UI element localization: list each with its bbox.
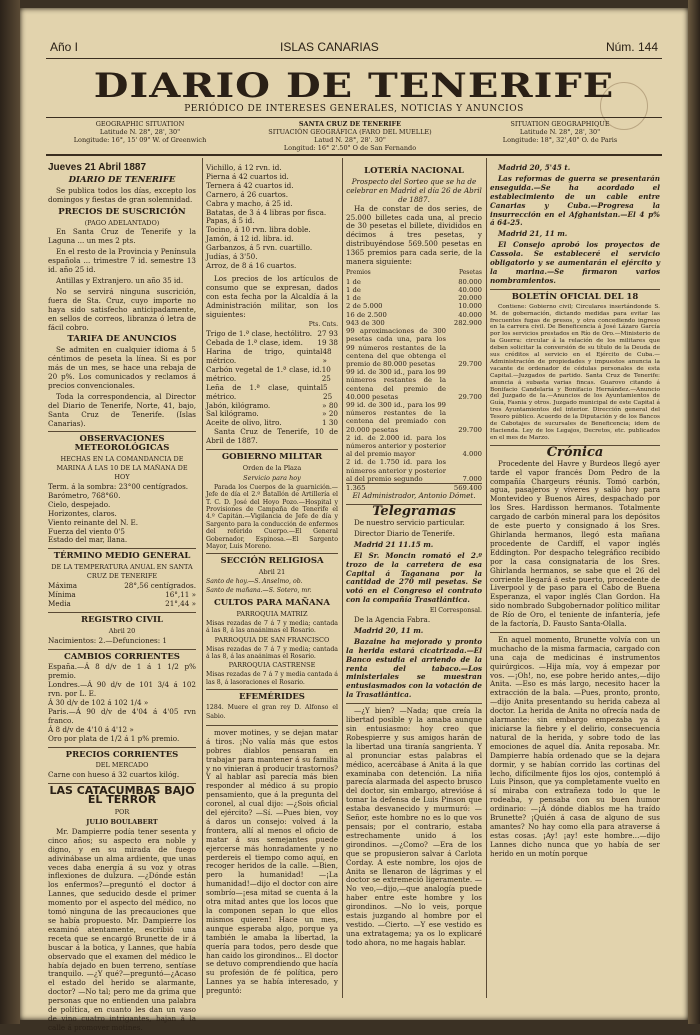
situation-right: SITUATION GEOGRAPHIQUE Latitude N. 28°, 28', 30" Longitude: 18°, 32',40" O. de Paris	[502, 120, 618, 144]
list-item: 1 de 20.000	[346, 294, 482, 303]
section-title: SECCIÓN RELIGIOSA	[220, 556, 324, 567]
newspaper-page	[20, 8, 688, 1032]
column-divider	[486, 158, 487, 998]
list-item: Aceite de olivo, litro. 1 30	[206, 418, 338, 428]
list-item: 99 id. de 300 id., para los 99 números restantes de la centena del premiado con 20.000 pesetas 29.700	[346, 400, 482, 434]
list-item: 1 de 80.000	[346, 277, 482, 286]
section-title: OBSERVACIONES METEOROLÓGICAS	[74, 434, 170, 454]
year-label: Año I	[50, 40, 79, 54]
list-item: Cebada de 1.ª clase, idem. 19 38	[206, 338, 338, 348]
region-label: ISLAS CANARIAS	[280, 40, 379, 54]
serial-text: —¿Y bien? —Nada; que creía la libertad posible y la amaba aunque sin entusiasmo: hoy creo que Robespierre y sus amigos harán de la libertad una tiranía sangrienta. Y al pronunciar estas palabras el médico, acercábase á Anita á la que examinaba con detención. La niña parecía alarmada del aspecto brusco del doctor, sin embargo, atrevióse á tomar la defensa de Luis Pinson que estaba desvanecido y murmuró: —Señor, este hombre no es lo que vos pensais; por el contrario, estaba estrechamente unido á los girondinos. —¿Como? —Era de los que se propusieron salvar á Carlota Corday. A este nombre, los ojos de Anita se llenaron de lágrimas y el doctor se extremeció ligeramente. —No veo,—dijo,—que analogía puede haber entre este hombre y los girondinos. —No lo veis, porque estais juzgando al hombre por el vestido. —Cierto. —Y ese vestido es una extratagema; ya os lo explicaré todo ahora, no me hagais hablar.	[346, 706, 482, 947]
serial-author: JULIO BOULABERT	[86, 818, 158, 826]
column-2: Vichillo, á 12 rvn. id. Pierna á 42 cuartos id. Ternera á 42 cuartos id. Carnero, á 26 cuartos. Cabra y macho, á 25 id. Batatas, de 3 á 4 libras por fisca. Papas, á 5 id. Tocino, á 10 rvn. libra doble. Jamón, á 12 id. libra. id. Garbanzos, á 5 rvn. cuartillo. Judías, á 3'50. Arroz, de 8 á 16 cuartos. Los precios de los artículos de consumo que se expresan, dados con esta fecha por la Alcaldía á la Administración militar, son los siguientes: Pts. Cnts. Trigo de 1.ª clase, hectólitro. 27 93 Cebada de 1.ª clase, idem. 19 38 Harina de trigo, quintal métrico. 48 » Carbón vegetal de 1.ª clase, id. métrico. 10 25 Leña de 1.ª clase, quintal métrico. 5 25 Jabón, kilógramo. » 80 Sal kilógramo. » 20 Aceite de olivo, litro. 1 30 Santa Cruz de Tenerife, 10 de Abril de 1887. GOBIERNO MILITAR Orden de la Plaza Servicio para hoy Parada los Cuerpos de la guarnición.—Jefe de día el 2.º Batallón de Artillería el T. C. D. José del Hoyo Pozo.—Hospital y Provisiones de Campaña de Tenerife el 4.º Capitán.—Vigilancia de Jefe de día y Sargento para la conducción de enfermos del referido Cuerpo.—El General Gobernador, Espinosa.—El Sargento Mayor, Luis Moreno. SECCIÓN RELIGIOSA Abril 21 Santo de hoy.—S. Anselmo, ob. Santo de mañana.—S. Sotero, mr. CULTOS PARA MAÑANA PARROQUIA MATRIZ Misas rezadas de 7 á 7 y media; cantada á las 8, á las anaánimas el Rosario. PARROQUIA DE SAN FRANCISCO Misas rezadas de 7 á 7 y media; cantada á las 8, á las anaánimas el Rosario. PARROQUIA CASTRENSE Misas rezadas de 7 á 7 y media cantada á las 8, á lasoraciones el Rosario. EFEMÉRIDES 1284. Muere el gran rey D. Alfonso el Sabio. mover motines, y se dejan matar á tiros. ¡No valía más que estos pobres diablos pensaran en trabajar para mantener á su familia y no vinieran á producir trastornos? Y al hablar así parecía más bien responder al médico á su propio pensamiento, que á la pregunta del coronel, al cual dijo: —¿Sois oficial del ejército? —Sí. —Pues bien, voy á daros un consejo: volved á la frontera, allí al menos el oficio de matar á sus semejantes puede ejercerse más honradamente y no perdereis el tiempo como aquí, en recoger heridos de la calle. —Bien, pero la humanidad! —¡La humanidad!—dijo el doctor con aire sombrío—¡esa mitad se cuenta á la otra mitad antes que los locos que la componen sepan lo que ellos mismos quieren! Hace un mes, aunque esperaba algo, porque ya también le amaba la libertad, la quería para todos, pero desde que han caido los girondinos... El doctor se detuvo comprendiendo que hacía su profesión de fé política, pero Lannes ya se había interesado, y preguntó:	[206, 163, 338, 996]
section-title: PRECIOS CORRIENTES	[65, 749, 179, 760]
list-item: 2 id. de 1.750 id. para los números anterior y posterior al del premio segundo 7.000	[346, 458, 482, 483]
list-item: Leña de 1.ª clase, quintal métrico. 5 25	[206, 382, 333, 401]
section-title: REGISTRO CIVIL	[81, 614, 163, 625]
column-1: Jueves 21 Abril 1887 DIARIO DE TENERIFE Se publica todos los días, excepto los domingos y fiestas de gran solemnidad. PRECIOS DE SUSCRICIÓN (PAGO ADELANTADO) En Santa Cruz de Tenerife y la Laguna ... un mes 2 pts. En el resto de la Provincia y Península española ... trimestre 7 id. semestre 13 id. año 25 id. Antillas y Extranjero. un año 35 id. No se servirá ninguna suscrición, fuera de Sta. Cruz, cuyo importe no haya sido satisfecho anticipadamente, en sellos de correos, libranza ó letra de fácil cobro. TARIFA DE ANUNCIOS Se admiten en cualquier idioma á 5 céntimos de peseta la línea. Si es por más de un mes, se hace una rebaja de 20 p%. Los comunicados y reclamos á precios convencionales. Toda la correspondencia, al Director del Diario de Tenerife, Norte, 41, bajo, Santa Cruz de Tenerife. (Islas Canarias). OBSERVACIONES METEOROLÓGICAS HECHAS EN LA COMANDANCIA DE MARINA Á LAS 10 DE LA MAÑANA DE HOY Term. á la sombra: 23°00 centígrados. Barómetro, 768°60. Cielo, despejado. Horizontes, claros. Viento reinante del N. E. Fuerza del viento 0'5 Estado del mar, llana. TÉRMINO MEDIO GENERAL DE LA TEMPERATURA ANUAL EN SANTA CRUZ DE TENERIFE Máxima 28°,56 centígrados. Mínima 16°,11 » Media 21°,44 » REGISTRO CIVIL Abril 20 Nacimientos: 2.—Defunciones: 1 CAMBIOS CORRIENTES España.—Á 8 d/v de 1 á 1 1/2 p% premio. Londres.—Á 90 d/v de 101 3/4 á 102 rvn. por L. E. Á 30 d/v de 102 á 102 1/4 » Paris.—Á 90 d/v de 4'04 á 4'05 rvn franco. Á 8 d/v de 4'10 á 4'12 » Oro por plata de 1/2 á 1 p% premio. PRECIOS CORRIENTES DEL MERCADO Carne con hueso á 32 cuartos kilóg. LAS CATACUMBAS BAJO EL TERROR POR JULIO BOULABERT Mr. Dampierre podía tener sesenta y cinco años; su aspecto era noble y digno, y en su mirada de fuego adivinábase un alma ardiente, que unas veces daba energía á su voz y otras inflexiones de dulzura. —¿Dónde están los enfermos?—preguntó el doctor á Lannes, que seducido desde el primer momento por el aspecto del médico, no tomó ninguna de las precauciones que se había propuesto. Mr. Dampierre los examinó atentamente, escribió una receta que se encargó Brunette de ir á buscar á la botica, y Lannes, que había observado que el examen del médico le había dejado en buen terreno, sentíase tranquilo. —¿Y qué?—preguntó—¿Acaso el estado del herido se alarmante, doctor? —No tal; pero me da grima que personas que no entienden una palabra de política, en cuanto les dan un vaso de vino cuatro intrigantes, bajan á la calle á promover motines.	[48, 162, 196, 1032]
masthead-subtitle: PERIÓDICO DE INTERESES GENERALES, NOTICIAS Y ANUNCIOS	[184, 104, 524, 114]
issue-number: Núm. 144	[605, 40, 658, 54]
subtitle-rule	[46, 117, 662, 118]
list-item: 2 de 5.000 10.000	[346, 302, 482, 311]
list-item: 2 id. de 2.000 id. para los números anterior y posterior al del premio mayor 4.000	[346, 433, 482, 459]
section-title: EFEMÉRIDES	[239, 692, 305, 703]
serial-text: mover motines, y se dejan matar á tiros. ¡No valía más que estos pobres diablos pensaran en trabajar para mantener á su familia y no vinieran á producir trastornos? Y al hablar así parecía más bien responder al médico á su propio pensamiento, que á la pregunta del coronel, al cual dijo: —¿Sois oficial del ejército? —Sí. —Pues bien, voy á daros un consejo: volved á la frontera, allí al menos el oficio de matar á sus semejantes puede ejercerse más honradamente y no perdereis el tiempo como aquí, en recoger heridos de la calle. —Bien, pero la humanidad! —¡La humanidad!—dijo el doctor con aire sombrío—¡esa mitad se cuenta á la otra mitad antes que los locos que la componen sepan lo que ellos mismos quieren! Hace un mes, aunque esperaba algo, porque ya también le amaba la libertad, la quería para todos, pero desde que han caido los girondinos... El doctor se detuvo comprendiendo que hacía su profesión de fé política, pero Lannes ya se había interesado, y preguntó:	[206, 727, 338, 996]
intro-text: Se publica todos los días, excepto los domingos y fiestas de gran solemnidad.	[48, 185, 196, 204]
section-title: Telegramas	[372, 504, 456, 520]
serial-text: Mr. Dampierre podía tener sesenta y cinco años; su aspecto era noble y digno, y en su mirada de fuego adivinábase un alma ardiente, que unas veces daba energía á su voz y otras inflexiones de dulzura. —¿Dónde están los enfermos?—preguntó el doctor á Lannes, que seducido desde el primer momento por el aspecto del médico, no tomó ninguna de las precauciones que se había propuesto. Mr. Dampierre los examinó atentamente, escribió una receta que se encargó Brunette de ir á buscar á la botica, y Lannes, que había observado que el examen del médico le había dejado en buen terreno, sentíase tranquilo. —¿Y qué?—preguntó—¿Acaso el estado del herido se alarmante, doctor? —No tal; pero me da grima que personas que no entienden una palabra de política, en cuanto les dan un vaso de vino cuatro intrigantes, bajan á la calle á promover motines.	[48, 826, 196, 1032]
section-title: Crónica	[546, 444, 604, 460]
body-rule	[46, 154, 662, 156]
header-rule	[46, 58, 662, 59]
list-item: Trigo de 1.ª clase, hectólitro. 27 93	[206, 329, 338, 339]
section-title: LOTERÍA NACIONAL	[364, 166, 464, 176]
column-4: Madrid 20, 5'45 t. Las reformas de guerra se presentarán enseguida.—Se ha acordado el establecimiento de un cable entre Canarias y Cuba.—Progresa la insurrección en el Afghanistan.—El 4 p% á 64-25. Madrid 21, 11 m. El Consejo aprobó los proyectos de Cassola. Se estableceré el servicio obligatorio y se aumentarán el ejército y la marina.—Se firmaron varios nombramientos. BOLETÍN OFICIAL DEL 18 Contiene: Gobierno civil; Circulares insertándonde S. M. de gobernación, dictando medidas para evitar las frecuentes fugas de presos, y otra concediendo ingreso en la carrera civil. De Beneficencia á José Lázaro García por los servicios prestados en Río de Oro.—Ministerio de la Guerra: circular á la relación de los militares que deben solicitar la conversión de su título de la Deuda de sus créditos al servicio en el Ejército de Cuba.—Administración de propiedades y impuestos anuncia la vacante de ordenador de cédulas personales de esta Capital.—Juzgados de partido. Santa Cruz de Tenerife: anuncia á subasta varias fincas. Guarovo citando á Bonifacio Candelaria y Bonifacio Hernández.—Anuncio del Juzgado de Ia.—Anuncios de los Ayuntamientos de Guía, Fasnia y otros. Juzgado municipal de este Capital á tres Ayuntamientos del interior. Dirección general del Tesoro público. Acuerdo de la Diputación y de los Bancos de Cabotajes de sucursales de Beneficencia; idem de Hacienda. Ley de los Legajos, Decretos, etc. publicados en el mes de Marzo. Crónica Procedente del Havre y Burdeos llegó ayer tarde el vapor francés Dom Pedro de la compañía Chargeurs réunis. Tomó carbón, agua, pasajeros y víveres y salió hoy para Montevideo y Buenos Aires, despachado por los Sres. Hardisson hermanos. Totalmente cargado de carbón mineral para los depósitos de este puerto y consignado á los Sres. Ghirlanda hermanos, llegó esta mañana procedente de Cardiff, el vapor inglés Eddington. Por despacho telegráfico recibido por la casa consignataria de los Sres. Ghirlanda hermanos, se sabe que el 26 del corriente llegará á este puerto, procedente de Liverpool y de paso para el Cabo de Buena Esperanza, el vapor inglés Clan Gordon. Ha sido nombrado Subgobernador político militar de Río de Oro, el teniente de infantería, jefe de la factoría, D. Fausto Santa-Olalla. En aquel momento, Brunette volvía con un muchacho de la misma farmacia, cargado con una caja de medicinas é instrumentos quirúrgicos. —Hija mía, voy á empezar por vos. —¡Oh!, no, ese pobre herido antes,—dijo Anita. —Eso es más largo, necesito hacer la extracción de la bala. —Pues, pronto, pronto,—dijo Anita presentando su herida cabeza al doctor. La herida de Anita no ofrecía nada de alarmante: sin embargo empezaba ya á iniciarse la fiebre y el delirio, consecuencia natural de la herida, y sobre todo de las emociones de aquel día. Anita reposaba. Mr. Dampierre había ordenado que se la dejara dormir, y se habían corrido las cortinas del lecho, difícilmente fijos los ojos, contempló á Luis Pinson, que ya completamente vuelto en sí miraba con extrañeza todo lo que le rodeaba, y pensaba con su buen humor ordinario: —¡Á dónde diablos me ha traído Brunette? ¡Quién á casa de alguno de sus amantes? No hay como ella para atraverse á estas cosas. ¡Ay! ¡ay! este hombre...—dijo Lannes dicho nunca que yo había de ser herido en un motín porque	[490, 163, 660, 858]
serial-title: LAS CATACUMBAS BAJO EL TERROR	[49, 784, 195, 807]
list-item: 1 de 40.000	[346, 286, 482, 295]
situation-center: SANTA CRUZ DE TENERIFE SITUACIÓN GEOGRÁFICA (FARO DEL MUELLE) Latud N. 28°, 28'. 30" Longitud: 16° 2'.50" O de San Fernando	[268, 120, 432, 152]
list-item: 943 de 300 282.900	[346, 318, 482, 327]
column-3: LOTERÍA NACIONAL Prospecto del Sorteo que se ha de celebrar en Madrid el día 26 de Abril de 1887. Ha de constar de dos series, de 25.000 billetes cada una, al precio de 30 pesetas el billete, divididos en décimos á tres pesetas, y distribuyéndose 569.500 pesetas en 1365 premios para cada serie, de la manera siguiente: Premios Pesetas 1 de 80.000 1 de 40.000 1 de 20.000 2 de 5.000 10.000 16 de 2.500 40.000 943 de 300 282.900 99 aproximaciones de 300 pesetas cada una, para los 99 números restantes de la centena del que obtenga el premio de 80.000 pesetas 29.700 99 id. de 300 id., para los 99 números restantes de la centena del premio de 40.000 pesetas 29.700 99 id. de 300 id., para los 99 números restantes de la centena del premiado con 20.000 pesetas 29.700 2 id. de 2.000 id. para los números anterior y posterior al del premio mayor 4.000 2 id. de 1.750 id. para los números anterior y posterior al del premio segundo 7.000 1.365 569.400 El Administrador, Antonio Dómet. Telegramas De nuestro servicio particular. Director Diario de Tenerife. Madrid 21 11.15 m. El Sr. Moncin romató el 2.º trozo de la carretera de esa Capital á Taganana por la cantidad de 270 mil pesetas. Se votó en el Congreso el contrato con la compañía Trasatlántica. El Corresponsal. De la Agencia Fabra. Madrid 20, 11 m. Bazaine ha mejorado y pronto la herida estará cicatrizada.—El Banco estudia el arriendo de la renta del tabaco.—Los ministeriales se muestran entusiasmados con la votación de la Trasatlántica. —¿Y bien? —Nada; que creía la libertad posible y la amaba aunque sin entusiasmo: hoy creo que Robespierre y sus amigos harán de la libertad una tiranía sangrienta. Y al pronunciar estas palabras el médico, acercábase á Anita á la que examinaba con detención. La niña parecía alarmada del aspecto brusco del doctor, sin embargo, atrevióse á tomar la defensa de Luis Pinson que estaba desvanecido y murmuró: —Señor, este hombre no es lo que vos pensais; por el contrario, estaba estrechamente unido á los girondinos. —¿Como? —Era de los que se propusieron salvar á Carlota Corday. A este nombre, los ojos de Anita se llenaron de lágrimas y el doctor se extremeció ligeramente. —No veo,—dijo,—que analogía puede haber entre este hombre y los girondinos. —No lo veis, porque estais juzgando al hombre por el vestido. —Cierto. —Y ese vestido es una extratagema; ya os lo explicaré todo ahora, no me hagais hablar.	[346, 166, 482, 947]
page-shadow-right	[688, 0, 700, 1024]
section-title: GOBIERNO MILITAR	[221, 452, 323, 463]
section-title: PRECIOS DE SUSCRICIÓN	[58, 206, 186, 217]
section-title: TARIFA DE ANUNCIOS	[67, 334, 177, 345]
list-item: 1.365 569.400	[346, 483, 482, 492]
section-title: BOLETÍN OFICIAL DEL 18	[511, 291, 639, 302]
section-title: CAMBIOS CORRIENTES	[64, 651, 180, 662]
masthead-title: DIARIO DE TENERIFE	[93, 65, 615, 106]
list-item: Mínima 16°,11 »	[48, 589, 196, 599]
header-top-line	[50, 40, 658, 60]
list-item: Harina de trigo, quintal métrico. 48 »	[206, 347, 332, 366]
list-item: Jabón, kilógramo. » 80	[206, 400, 338, 410]
serial-text: En aquel momento, Brunette volvía con un muchacho de la misma farmacia, cargado con una caja de medicinas é instrumentos quirúrgicos. —Hija mía, voy á empezar por vos. —¡Oh!, no, ese pobre herido antes,—dijo Anita. —Eso es más largo, necesito hacer la extracción de la bala. —Pues, pronto, pronto,—dijo Anita presentando su herida cabeza al doctor. La herida de Anita no ofrecía nada de alarmante: sin embargo empezaba ya á iniciarse la fiebre y el delirio, consecuencia natural de la herida, y sobre todo de las emociones de aquel día. Anita reposaba. Mr. Dampierre había ordenado que se la dejara dormir, y se habían corrido las cortinas del lecho, difícilmente fijos los ojos, contempló á Luis Pinson, que ya completamente vuelto en sí miraba con extrañeza todo lo que le rodeaba, y pensaba con su buen humor ordinario: —¡Á dónde diablos me ha traído Brunette? ¡Quién á casa de alguno de sus amantes? No hay como ella para atraverse á estas cosas. ¡Ay! ¡ay! este hombre...—dijo Lannes dicho nunca que yo había de ser herido en un motín porque	[490, 634, 660, 858]
situation-left: GEOGRAPHIC SITUATION Latitude N. 28°, 28', 30" Longitude: 16°, 15' 09" W. of Greenwich	[73, 120, 207, 144]
column-divider	[202, 158, 203, 998]
column-divider	[342, 158, 343, 998]
list-item: 99 id. de 300 id., para los 99 números restantes de la centena del premio de 40.000 pesetas 29.700	[346, 368, 482, 401]
list-item: Carbón vegetal de 1.ª clase, id. métrico. 10 25	[206, 364, 331, 383]
section-title: CULTOS PARA MAÑANA	[213, 598, 330, 609]
list-item: Máxima 28°,56 centígrados.	[48, 581, 196, 591]
list-item: 16 de 2.500 40.000	[346, 310, 482, 319]
list-item: Sal kilógramo. » 20	[206, 409, 338, 419]
list-item: 99 aproximaciones de 300 pesetas cada una, para los 99 números restantes de la centena del que obtenga el premio de 80.000 pesetas 29.700	[346, 327, 482, 368]
list-item: Media 21°,44 »	[48, 598, 196, 608]
section-title: DIARIO DE TENERIFE	[68, 174, 176, 185]
date-line: Jueves 21 Abril 1887	[48, 162, 147, 173]
page-shadow-left	[0, 0, 20, 1024]
section-title: TÉRMINO MEDIO GENERAL	[53, 551, 191, 562]
